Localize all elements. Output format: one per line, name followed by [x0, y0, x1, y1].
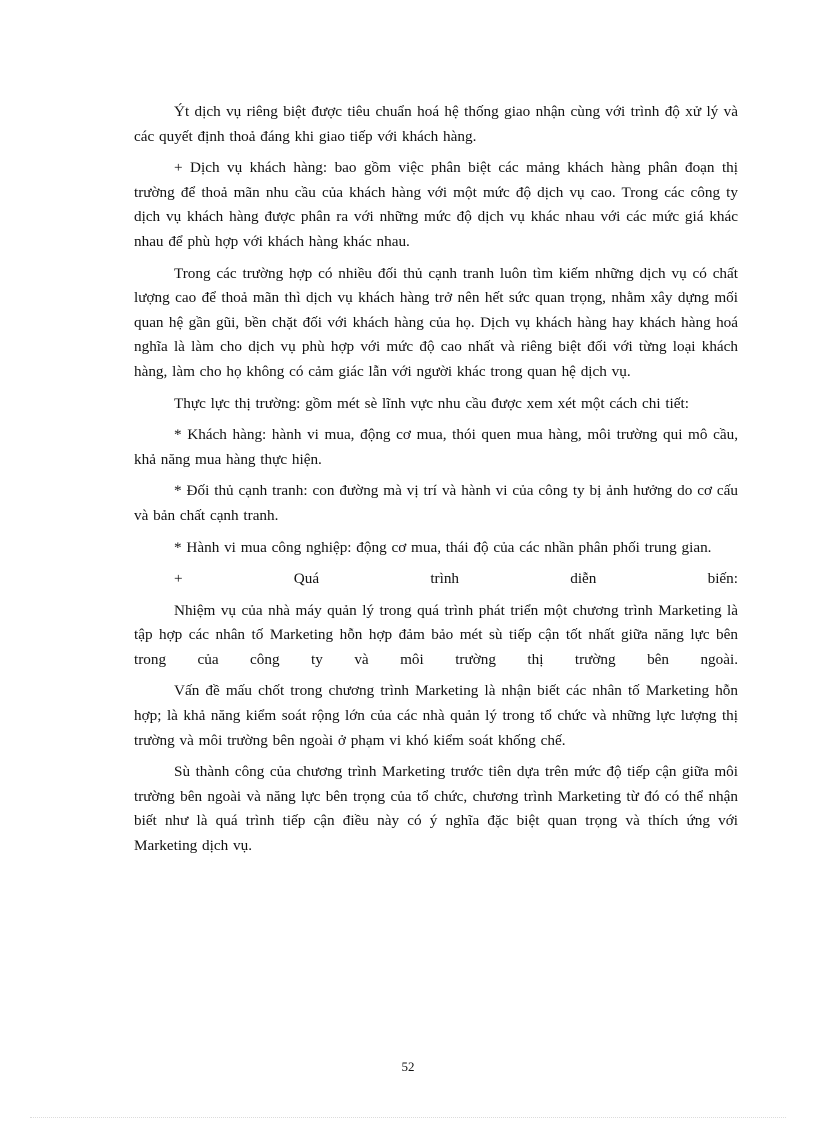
- paragraph-customers: * Khách hàng: hành vi mua, động cơ mua, thói quen mua hàng, môi trường qui mô cầu, khả năng mua hàng thực hiện.: [134, 426, 738, 468]
- paragraph-competition: Trong các trường hợp có nhiều đối thủ cạnh tranh luôn tìm kiếm những dịch vụ có chất lượng cao để thoả mãn thì dịch vụ khách hàng trở nên hết sức quan trọng, nhằm xây dựng mối quan hệ gần gũi, bền chặt đối với khách hàng của họ. Dịch vụ khách hàng hay khách hàng hoá nghĩa là làm cho dịch vụ phù hợp với mức độ cao nhất và riêng biệt đối với từng loại khách hàng, làm cho họ không có cảm giác lẫn với người khác trong quan hệ dịch vụ.: [134, 264, 738, 380]
- paragraph-industrial-buying: * Hành vi mua công nghiệp: động cơ mua, thái độ của các nhần phân phối trung gian.: [174, 538, 712, 556]
- page-number: 52: [401, 1059, 415, 1074]
- paragraph-market-strength: Thực lực thị trường: gồm mét sè lĩnh vực nhu cầu được xem xét một cách chi tiết:: [174, 394, 689, 412]
- paragraph-success: Sù thành công của chương trình Marketing trước tiên dựa trên mức độ tiếp cận giữa môi trường bên ngoài và năng lực bên trọng của tổ chức, chương trình Marketing từ đó có thể nhận biết như là quá trình tiếp cận điều này có ý nghĩa đặc biệt quan trọng và thích ứng với Marketing dịch vụ.: [134, 763, 738, 855]
- paragraph-process-heading: + Quá trình diễn biến:: [174, 570, 738, 588]
- paragraph-customer-service: + Dịch vụ khách hàng: bao gồm việc phân biệt các mảng khách hàng phân đoạn thị trường để thoả mãn nhu cầu của khách hàng với một mức độ dịch vụ cao. Trong các công ty dịch vụ khách hàng được phân ra với những mức độ dịch vụ khác nhau với các mức giá khác nhau để phù hợp với khách hàng khác nhau.: [134, 159, 738, 250]
- paragraph-key-issue: Vấn đề mấu chốt trong chương trình Marketing là nhận biết các nhân tố Marketing hỗn hợp; là khả năng kiểm soát rộng lớn của các nhà quản lý trong tổ chức và những lực lượng thị trường và môi trường bên ngoài ở phạm vi khó kiểm soát khống chế.: [134, 682, 738, 749]
- page-bottom-divider: [30, 1117, 786, 1118]
- document-body: [134, 100, 738, 866]
- paragraph-management-task: Nhiệm vụ của nhà máy quản lý trong quá trình phát triển một chương trình Marketing là tập hợp các nhân tố Marketing hỗn hợp đảm bảo mét sù tiếp cận tốt nhất giữa năng lực bên trong của công ty và môi trường thị trường bên ngoài.: [134, 601, 738, 668]
- paragraph-personalized-service: Ýt dịch vụ riêng biệt được tiêu chuẩn hoá hệ thống giao nhận cùng với trình độ xử lý và các quyết định thoả đáng khi giao tiếp với khách hàng.: [134, 103, 738, 145]
- paragraph-competitors: * Đối thủ cạnh tranh: con đường mà vị trí và hành vi của công ty bị ảnh hưởng do cơ cấu và bản chất cạnh tranh.: [134, 482, 738, 524]
